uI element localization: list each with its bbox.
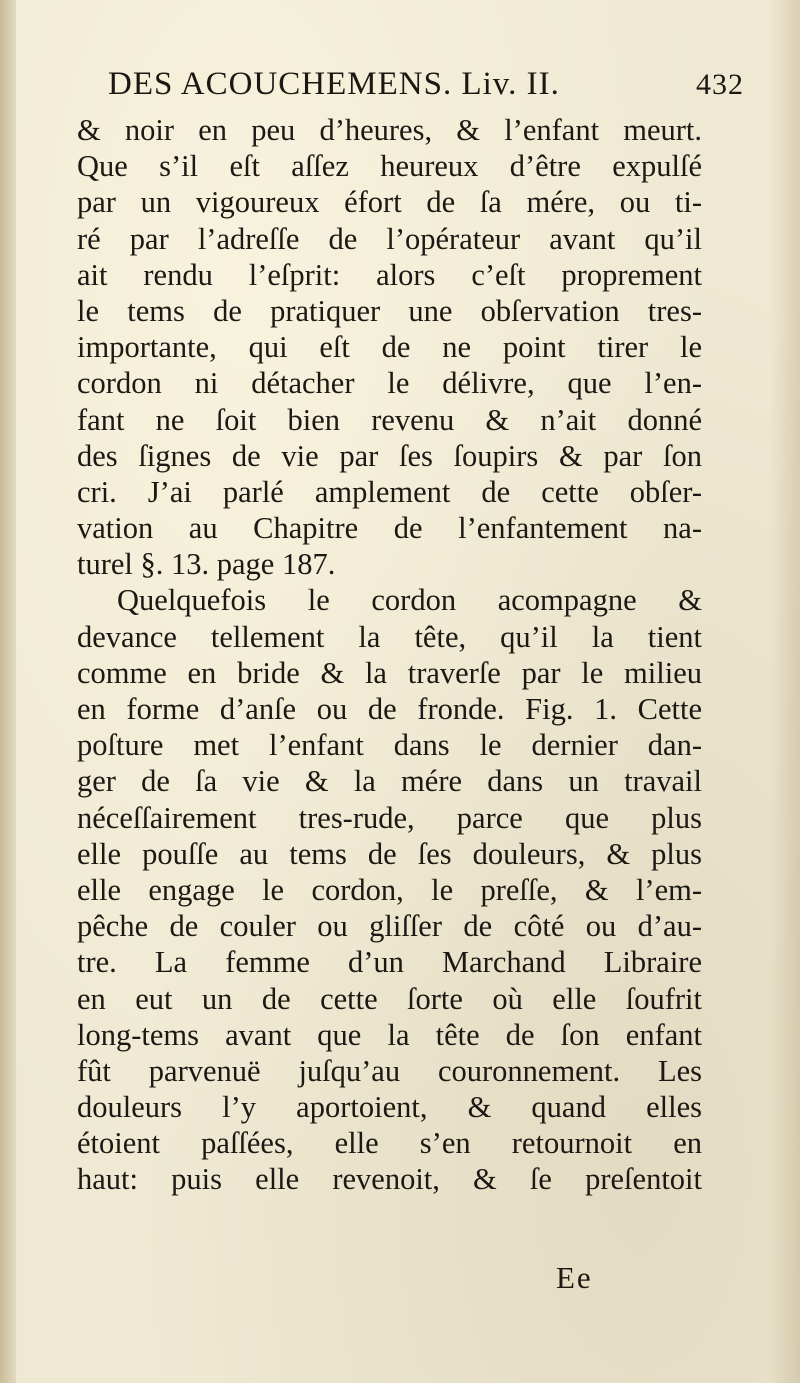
text-line: tre. La femme d’un Marchand Libraire xyxy=(77,945,702,980)
text-line: long-tems avant que la tête de ſon enfant xyxy=(77,1017,702,1052)
page-gutter-edge xyxy=(0,0,16,1383)
text-line: Que s’il eſt aſſez heureux d’être expulſé xyxy=(77,149,702,184)
text-line: elle engage le cordon, le preſſe, & l’em- xyxy=(77,872,702,907)
text-line: en forme d’anſe ou de fronde. Fig. 1. Cette xyxy=(77,692,702,726)
running-header xyxy=(108,66,744,112)
text-line: néceſſairement tres-rude, parce que plus xyxy=(77,800,702,835)
text-line: fût parvenuë juſqu’au couronnement. Les xyxy=(77,1053,702,1088)
text-line: ait rendu l’eſprit: alors c’eſt proprement xyxy=(77,257,702,292)
text-line: importante, qui eſt de ne point tirer le xyxy=(77,330,702,365)
text-line: turel §. 13. page 187. xyxy=(77,547,336,582)
text-line: par un vigoureux éfort de ſa mére, ou ti- xyxy=(77,185,702,220)
page-number: 432 xyxy=(696,68,744,101)
text-line: poſture met l’enfant dans le dernier dan- xyxy=(77,728,702,763)
text-line: cordon ni détacher le délivre, que l’en- xyxy=(77,366,702,401)
text-line: comme en bride & la traverſe par le milieu xyxy=(77,655,702,690)
text-line: fant ne ſoit bien revenu & n’ait donné xyxy=(77,402,702,437)
body-text xyxy=(77,112,702,1198)
text-line: elle pouſſe au tems de ſes douleurs, & plus xyxy=(77,836,702,871)
paragraph-first-line: Quelquefois le cordon acompagne & xyxy=(117,583,702,618)
text-line: ré par l’adreſſe de l’opérateur avant qu’il xyxy=(77,221,702,256)
text-line: devance tellement la tête, qu’il la tient xyxy=(77,619,702,654)
text-line: douleurs l’y aportoient, & quand elles xyxy=(77,1090,702,1125)
running-title: DES ACOUCHEMENS. Liv. II. xyxy=(108,66,560,102)
text-line: ger de ſa vie & la mére dans un travail xyxy=(77,764,702,799)
catchword-signature: Ee xyxy=(556,1260,593,1295)
text-line: pêche de couler ou gliſſer de côté ou d’au- xyxy=(77,909,702,944)
text-line: en eut un de cette ſorte où elle ſoufrit xyxy=(77,981,702,1016)
text-line: & noir en peu d’heures, & l’enfant meurt. xyxy=(77,113,702,147)
text-line: cri. J’ai parlé amplement de cette obſer- xyxy=(77,474,702,509)
text-line: des ſignes de vie par ſes ſoupirs & par ſon xyxy=(77,438,702,473)
text-line: étoient paſſées, elle s’en retournoit en xyxy=(77,1126,702,1161)
text-line: vation au Chapitre de l’enfantement na- xyxy=(77,511,702,546)
text-line: le tems de pratiquer une obſervation tres- xyxy=(77,293,702,328)
text-line: haut: puis elle revenoit, & ſe preſentoit xyxy=(77,1162,702,1197)
